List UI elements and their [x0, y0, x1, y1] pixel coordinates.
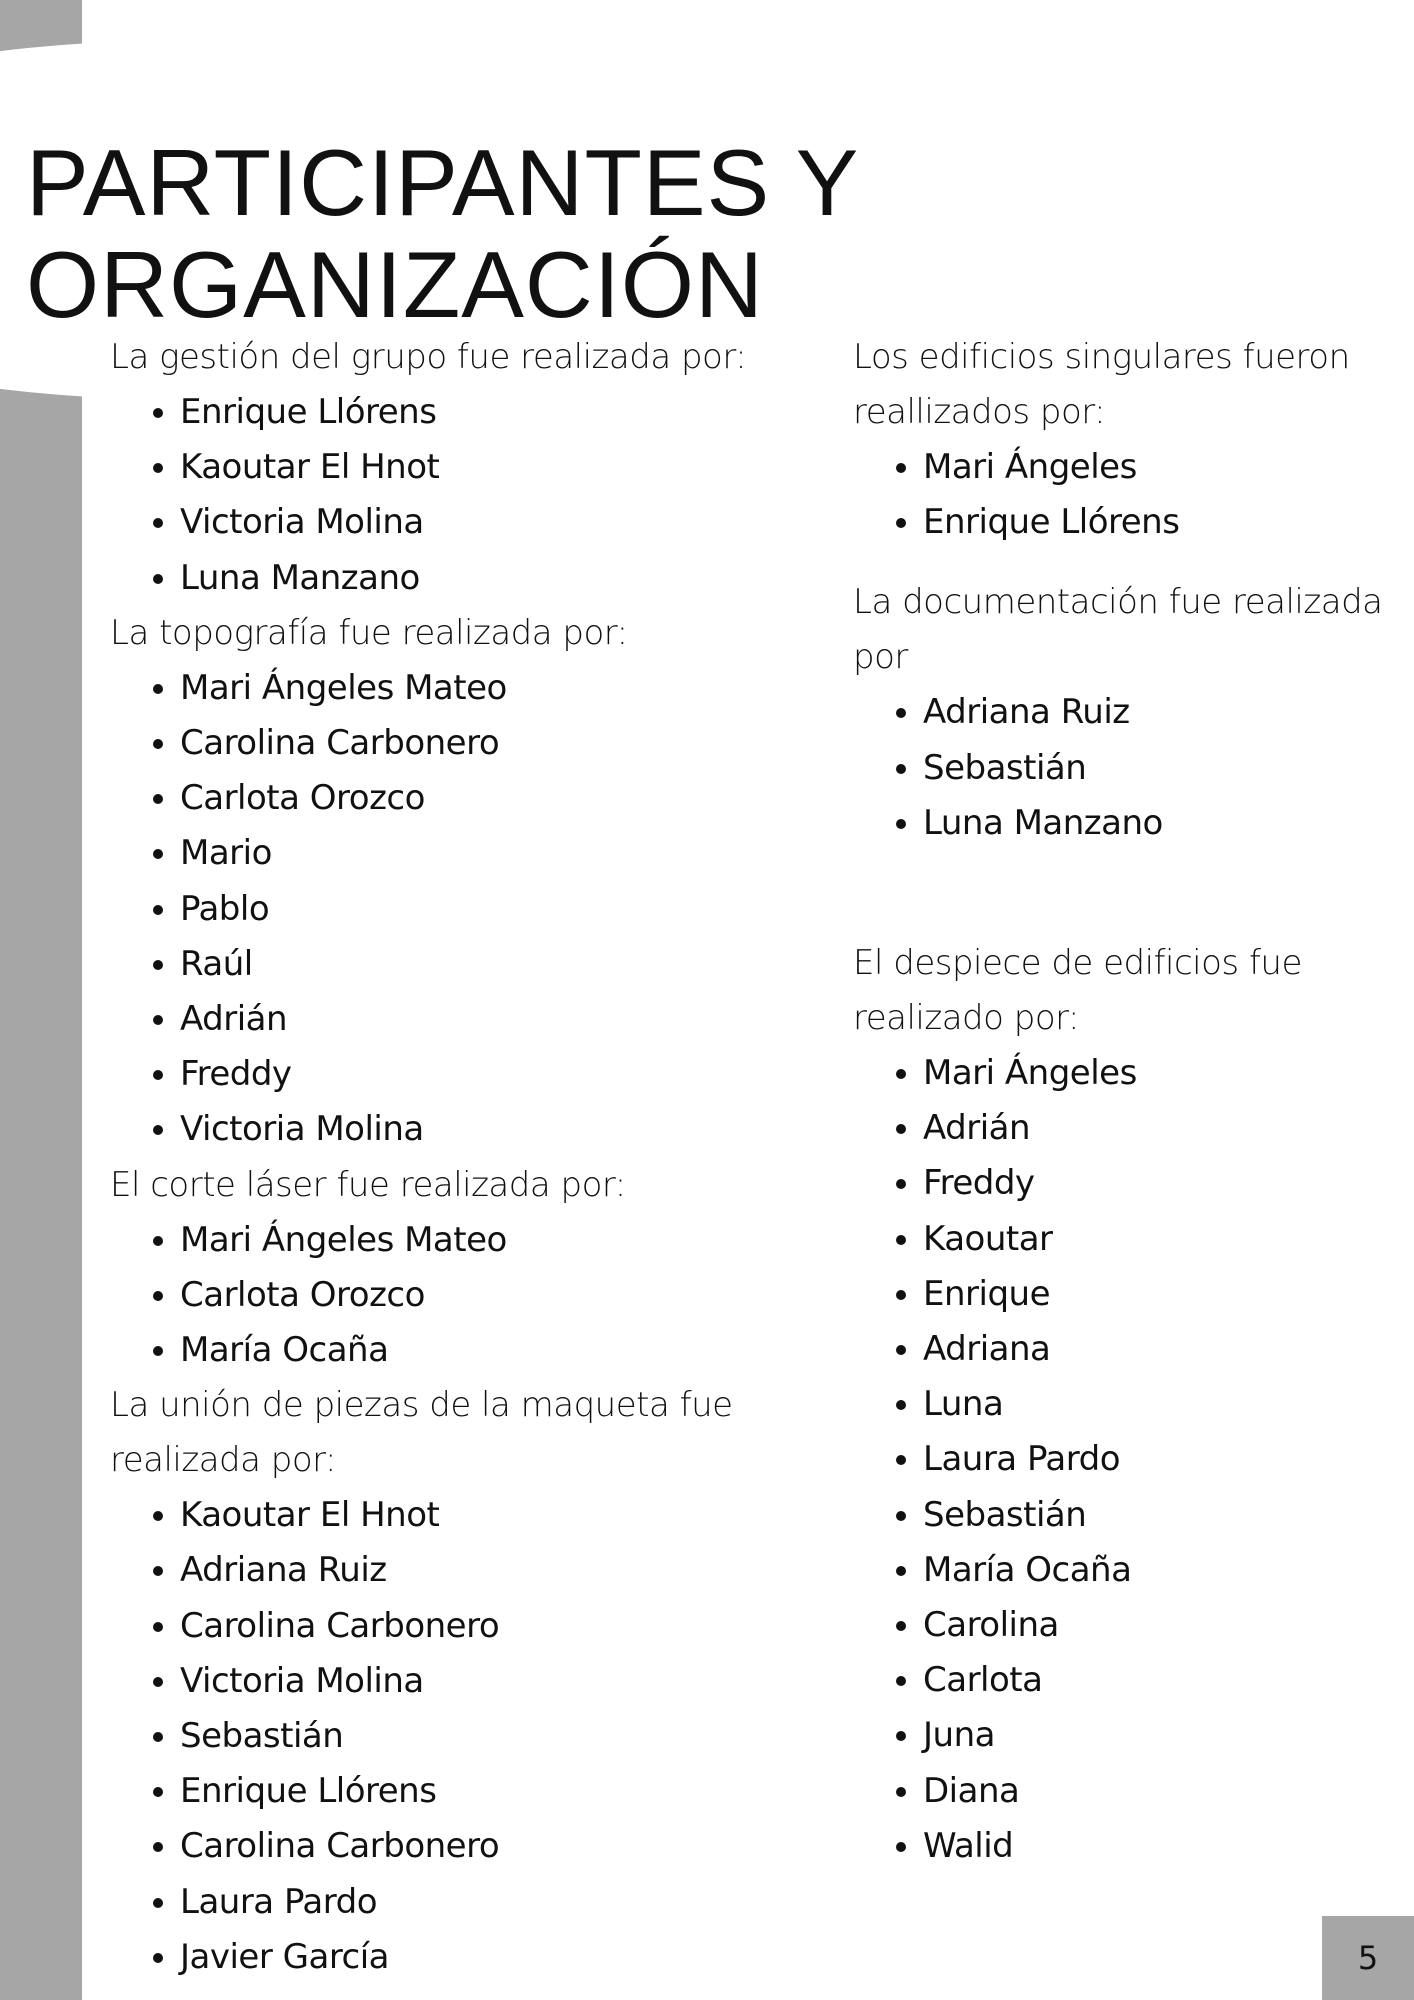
list-item: • Javier García	[180, 1930, 850, 1985]
list-item: • María Ocaña	[923, 1543, 1393, 1598]
list-item: • Adriana Ruiz	[923, 685, 1393, 740]
list-item: • Enrique	[923, 1267, 1393, 1322]
section-heading-despiece: El despiece de edificios fue realizado por:	[853, 943, 1302, 1039]
list-union-piezas	[110, 1488, 850, 1985]
section-heading-corte-laser: El corte láser fue realizada por:	[110, 1164, 626, 1205]
list-item: • Victoria Molina	[180, 1102, 850, 1157]
list-item: • Mari Ángeles	[923, 440, 1393, 495]
list-despiece	[853, 1046, 1393, 1874]
list-item: • Raúl	[180, 937, 850, 992]
list-item: • Mari Ángeles	[923, 1046, 1393, 1101]
section-heading-gestion: La gestión del grupo fue realizada por:	[110, 337, 747, 377]
list-item: • Enrique Llórens	[923, 495, 1393, 550]
list-item: • Luna Manzano	[923, 796, 1393, 851]
list-item: • Carlota	[923, 1653, 1393, 1708]
list-item: • Kaoutar El Hnot	[180, 1488, 850, 1543]
list-item: • Adriana	[923, 1322, 1393, 1377]
list-item: • Mari Ángeles Mateo	[180, 1213, 850, 1268]
section-heading-union-piezas: La unión de piezas de la maqueta fue realizada por:	[110, 1385, 733, 1481]
section-heading-edificios-singulares: Los edificios singulares fueron reallizados por:	[853, 337, 1350, 432]
list-item: • Luna	[923, 1377, 1393, 1432]
page-number: 5	[1357, 1939, 1379, 1977]
page-number-box	[1322, 1916, 1414, 2000]
list-topografia	[110, 661, 850, 1158]
list-item: • Freddy	[180, 1047, 850, 1102]
list-documentacion	[853, 685, 1393, 851]
list-item: • Mari Ángeles Mateo	[180, 661, 850, 716]
list-item: • Carolina Carbonero	[180, 1819, 850, 1874]
list-item: • Carlota Orozco	[180, 1268, 850, 1323]
list-item: • María Ocaña	[180, 1323, 850, 1378]
list-item: • Sebastián	[923, 1488, 1393, 1543]
list-item: • Sebastián	[180, 1709, 850, 1764]
section-spacer	[853, 550, 1393, 575]
list-item: • Walid	[923, 1819, 1393, 1874]
list-item: • Luna Manzano	[180, 551, 850, 606]
list-item: • Enrique Llórens	[180, 1764, 850, 1819]
list-item: • Mario	[180, 826, 850, 881]
list-item: • Diana	[923, 1764, 1393, 1819]
list-edificios-singulares	[853, 440, 1393, 550]
left-column	[110, 330, 850, 1985]
list-item: • Victoria Molina	[180, 495, 850, 550]
list-item: • Pablo	[180, 882, 850, 937]
list-item: • Laura Pardo	[180, 1875, 850, 1930]
list-item: • Juna	[923, 1708, 1393, 1763]
list-item: • Victoria Molina	[180, 1654, 850, 1709]
list-item: • Carolina Carbonero	[180, 716, 850, 771]
list-item: • Kaoutar El Hnot	[180, 440, 850, 495]
right-column	[853, 330, 1393, 1874]
list-corte-laser	[110, 1213, 850, 1379]
list-item: • Kaoutar	[923, 1212, 1393, 1267]
list-item: • Adrián	[923, 1101, 1393, 1156]
list-item: • Laura Pardo	[923, 1432, 1393, 1487]
list-item: • Enrique Llórens	[180, 385, 850, 440]
list-item: • Carolina	[923, 1598, 1393, 1653]
list-item: • Adrián	[180, 992, 850, 1047]
section-heading-topografia: La topografía fue realizada por:	[110, 612, 628, 653]
list-item: • Carlota Orozco	[180, 771, 850, 826]
page-title-line-1: PARTICIPANTES Y	[26, 130, 860, 235]
page-title	[26, 132, 859, 336]
page-title-line-2: ORGANIZACIÓN	[26, 232, 764, 337]
list-item: • Sebastián	[923, 741, 1393, 796]
list-item: • Adriana Ruiz	[180, 1543, 850, 1598]
list-item: • Carolina Carbonero	[180, 1599, 850, 1654]
list-item: • Freddy	[923, 1156, 1393, 1211]
section-spacer	[853, 851, 1393, 936]
list-gestion	[110, 385, 850, 606]
section-heading-documentacion: La documentación fue realizada por	[853, 582, 1383, 678]
